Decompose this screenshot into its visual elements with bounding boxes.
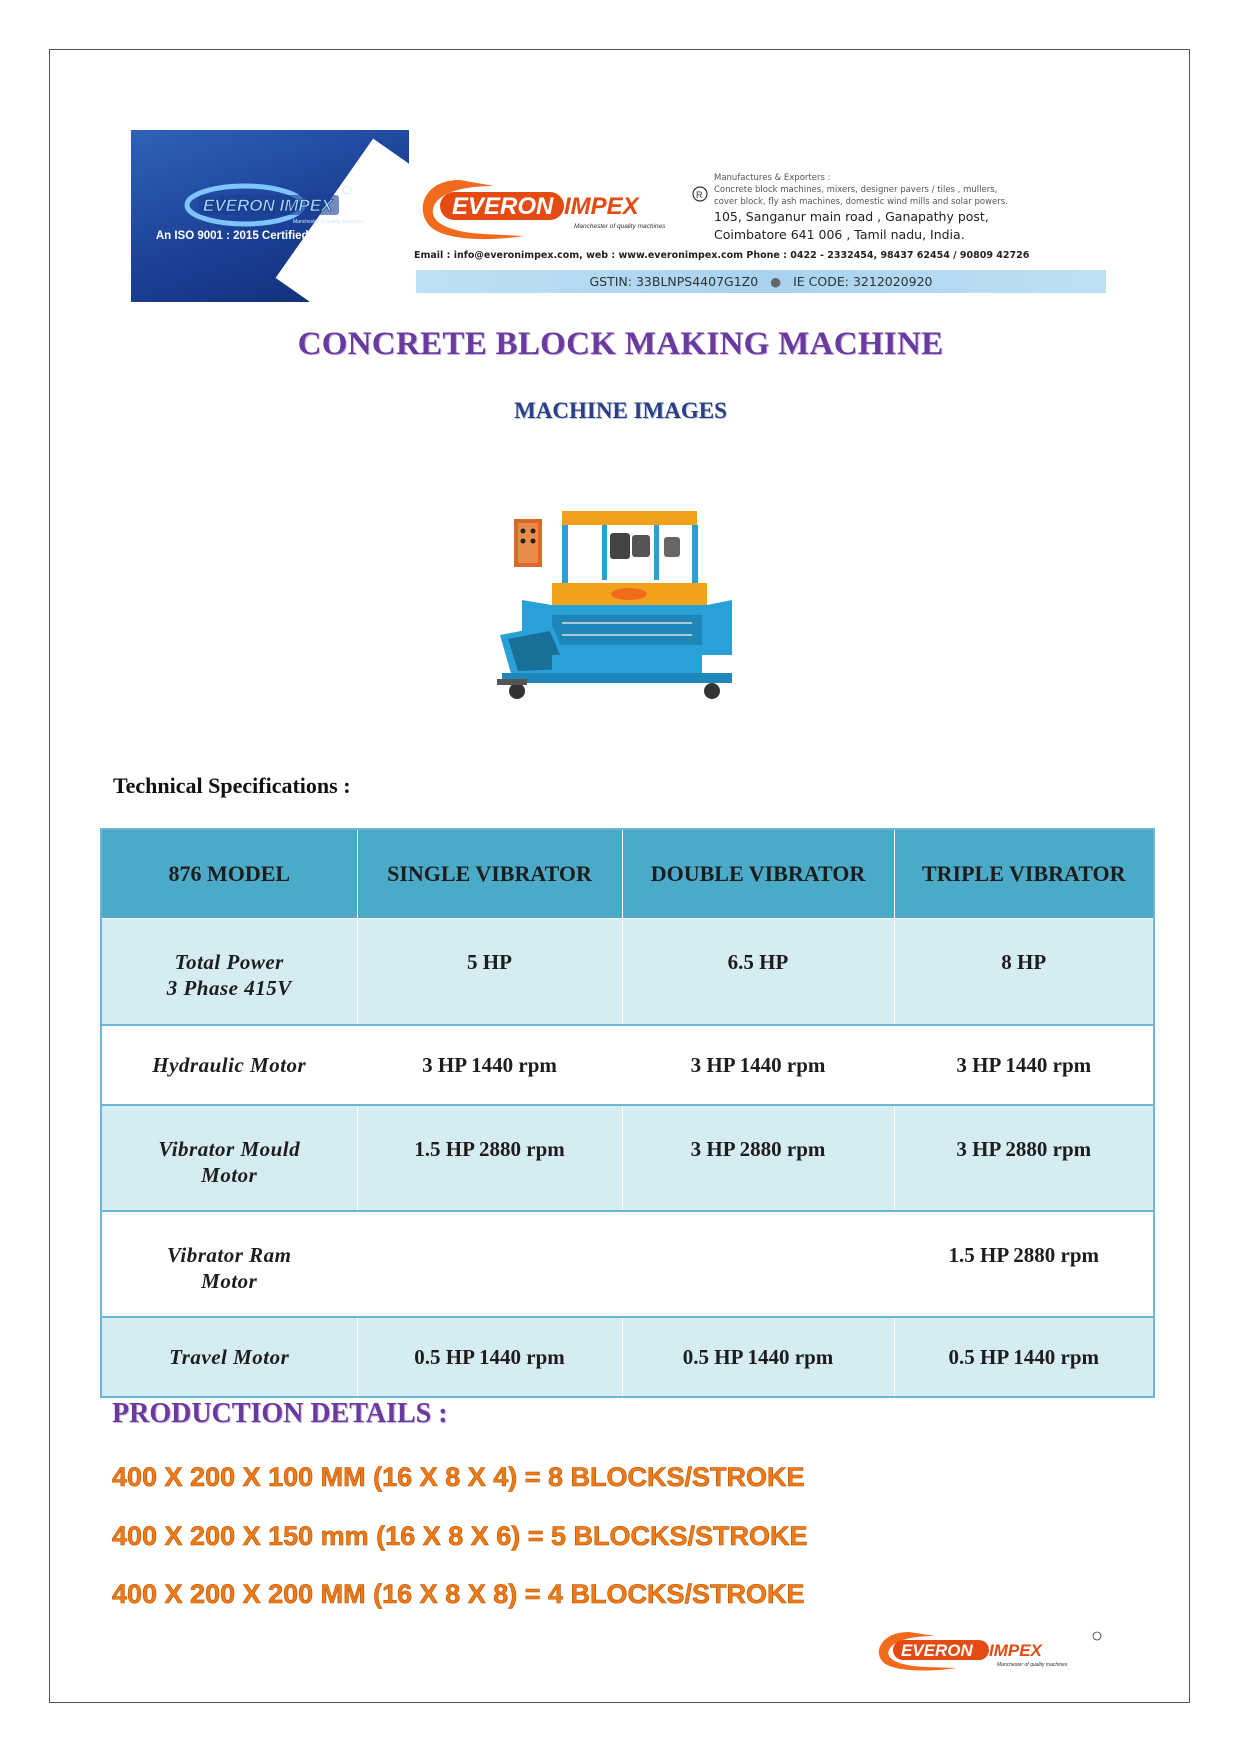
row-label: Vibrator Ram Motor [101, 1211, 357, 1317]
info-line-1: Manufactures & Exporters : [714, 173, 831, 183]
machine-image [492, 505, 767, 725]
row-label: Travel Motor [101, 1317, 357, 1397]
table-cell: 0.5 HP 1440 rpm [357, 1317, 622, 1397]
contact-line: Email : info@everonimpex.com, web : www.everonimpex.com Phone : 0422 - 2332454, 98437 62454 / 90809 42726 [414, 250, 1030, 261]
info-line-2: Concrete block machines, mixers, designer pavers / tiles , mullers, [714, 185, 998, 195]
gstin: GSTIN: 33BLNPS4407G1Z0 [589, 274, 759, 289]
logo-everon-text: EVERON [452, 193, 554, 220]
header-model: 876 MODEL [101, 829, 357, 919]
address-line-2: Coimbatore 641 006 , Tamil nadu, India. [714, 227, 965, 242]
address-line-1: 105, Sanganur main road , Ganapathy post, [714, 209, 989, 224]
production-line: 400 X 200 X 200 MM (16 X 8 X 8) = 4 BLOCKS/STROKE [112, 1579, 805, 1609]
row-label: Vibrator Mould Motor [101, 1105, 357, 1211]
footer-logo [873, 1626, 1109, 1674]
footer-logo-tagline: Manchester of quality machines [997, 1662, 1068, 1668]
spec-heading: Technical Specifications : [113, 773, 351, 798]
production-line: 400 X 200 X 150 mm (16 X 8 X 6) = 5 BLOCKS/STROKE [112, 1521, 808, 1551]
table-cell: 3 HP 1440 rpm [894, 1025, 1154, 1105]
table-cell: 5 HP [357, 919, 622, 1025]
iso-logo-text: EVERON IMPEX [203, 196, 333, 215]
header-double-vibrator: DOUBLE VIBRATOR [622, 829, 894, 919]
table-cell: 3 HP 2880 rpm [894, 1105, 1154, 1211]
iso-logo-block [131, 130, 409, 302]
table-cell: 0.5 HP 1440 rpm [894, 1317, 1154, 1397]
header-single-vibrator: SINGLE VIBRATOR [357, 829, 622, 919]
svg-text:R: R [696, 190, 703, 200]
header-triple-vibrator: TRIPLE VIBRATOR [894, 829, 1154, 919]
ie-code: IE CODE: 3212020920 [793, 274, 933, 289]
table-header-row [101, 829, 1154, 919]
page-title: CONCRETE BLOCK MAKING MACHINE [297, 326, 944, 362]
table-cell: 1.5 HP 2880 rpm [894, 1211, 1154, 1317]
table-row [101, 1211, 1154, 1317]
table-cell: 3 HP 1440 rpm [622, 1025, 894, 1105]
footer-logo-impex: IMPEX [989, 1641, 1042, 1660]
table-row [101, 919, 1154, 1025]
table-cell [357, 1211, 622, 1317]
iso-certification-text: An ISO 9001 : 2015 Certified Company [155, 230, 365, 242]
row-label: Total Power 3 Phase 415V [101, 919, 357, 1025]
table-row [101, 1317, 1154, 1397]
table-row [101, 1025, 1154, 1105]
gst-bar [416, 270, 1106, 293]
logo-impex-text: IMPEX [564, 193, 639, 220]
everon-impex-logo [414, 172, 714, 244]
table-cell: 1.5 HP 2880 rpm [357, 1105, 622, 1211]
svg-text:Manchester of quality machines: Manchester of quality machines [293, 219, 364, 225]
page-subtitle: MACHINE IMAGES [514, 398, 727, 423]
table-cell: 0.5 HP 1440 rpm [622, 1317, 894, 1397]
info-line-3: cover block, fly ash machines, domestic wind mills and solar powers. [714, 197, 1008, 207]
company-info [714, 172, 1094, 244]
spec-table [100, 828, 1155, 1398]
table-row [101, 1105, 1154, 1211]
row-label: Hydraulic Motor [101, 1025, 357, 1105]
table-cell: 8 HP [894, 919, 1154, 1025]
table-cell: 3 HP 2880 rpm [622, 1105, 894, 1211]
table-cell: 6.5 HP [622, 919, 894, 1025]
production-line: 400 X 200 X 100 MM (16 X 8 X 4) = 8 BLOCKS/STROKE [112, 1462, 805, 1492]
footer-logo-everon: EVERON [901, 1641, 973, 1660]
table-cell [622, 1211, 894, 1317]
svg-text:Manchester of quality machines: Manchester of quality machines [574, 223, 666, 230]
separator-dot: ● [770, 274, 782, 289]
everon-impex-logo-small [183, 182, 364, 228]
table-cell: 3 HP 1440 rpm [357, 1025, 622, 1105]
production-heading: PRODUCTION DETAILS : [112, 1398, 448, 1429]
